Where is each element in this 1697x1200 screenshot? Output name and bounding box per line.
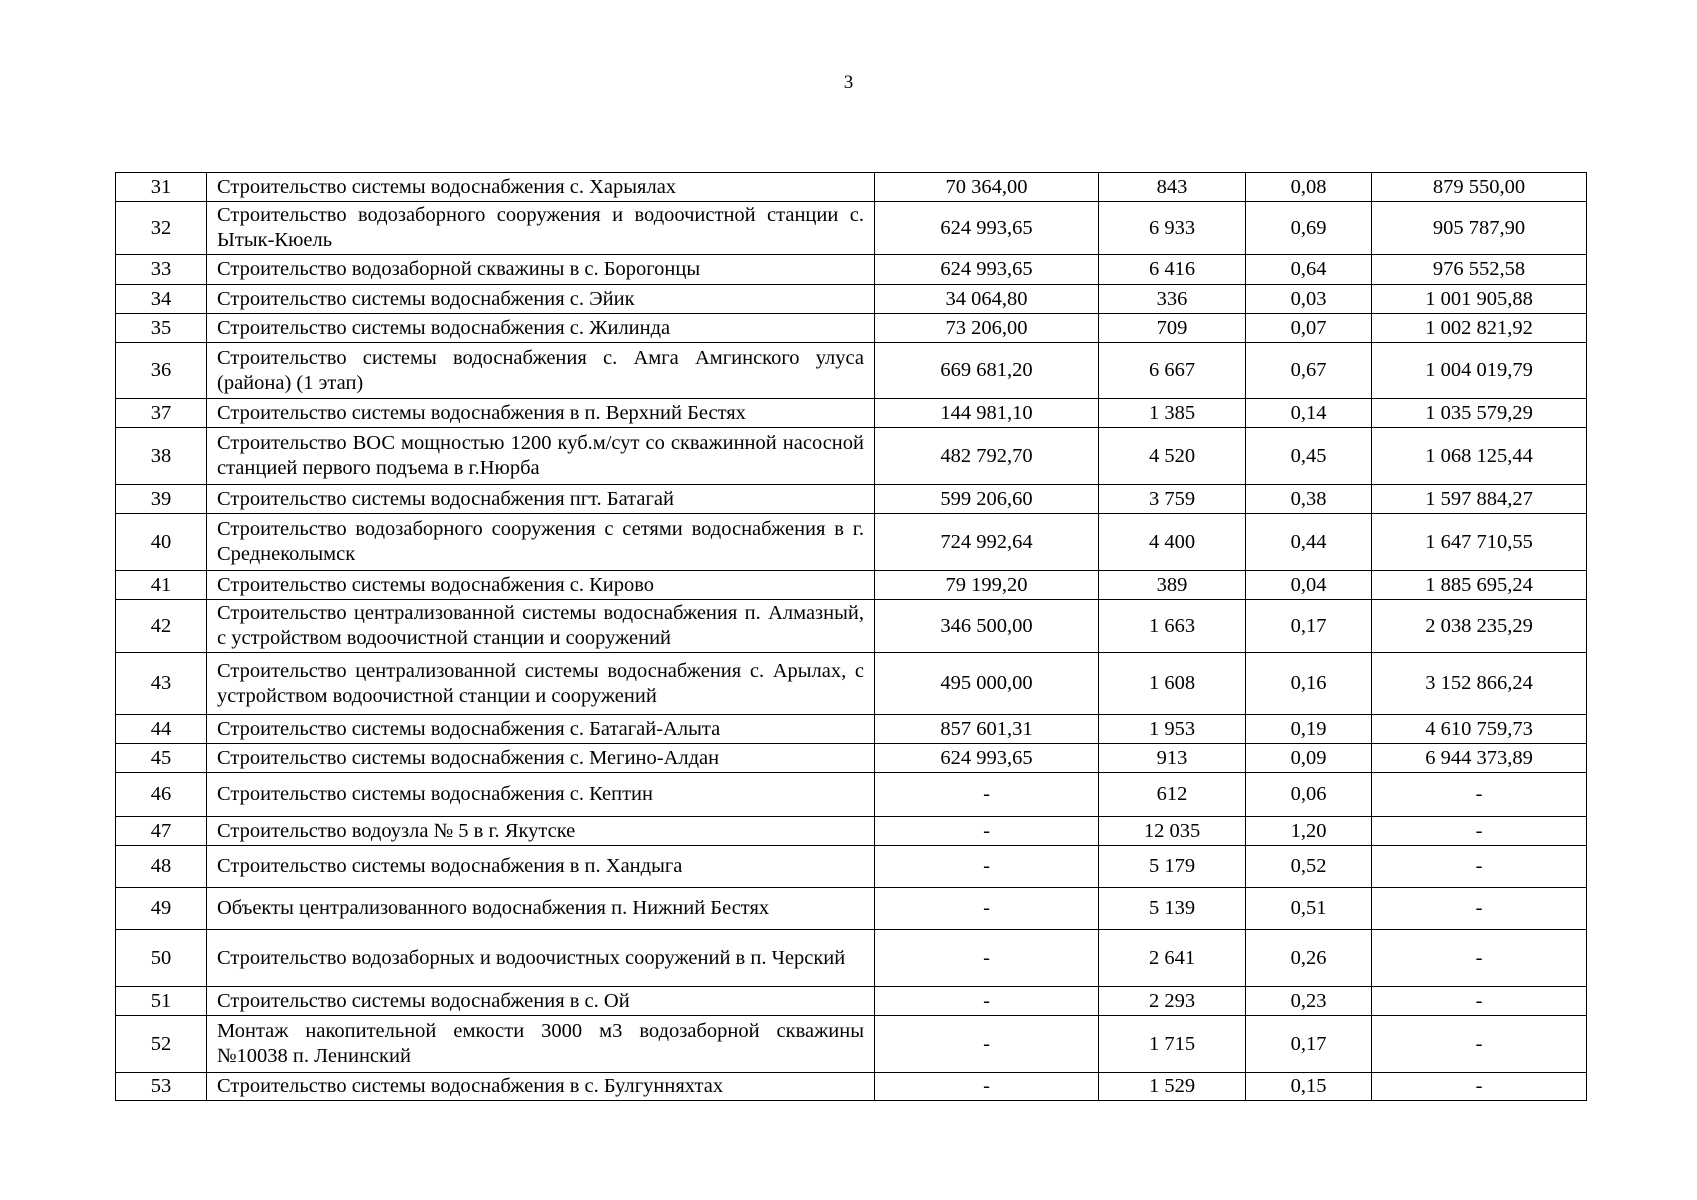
table-row [116,514,1587,571]
population-value: 4 400 [1099,514,1246,571]
population-value: 6 667 [1099,343,1246,399]
table-row [116,1016,1587,1073]
population-value: 4 520 [1099,428,1246,485]
table-row [116,428,1587,485]
share-value: 0,08 [1246,173,1372,202]
object-name: Строительство системы водоснабжения с. Кептин [207,773,875,817]
table-row [116,715,1587,744]
cost-value: 482 792,70 [875,428,1099,485]
population-value: 1 385 [1099,399,1246,428]
cost-value: 79 199,20 [875,571,1099,600]
per-person-value: - [1372,817,1587,846]
object-name: Строительство системы водоснабжения с. Мегино-Алдан [207,744,875,773]
table-row [116,987,1587,1016]
object-name: Строительство водозаборного сооружения и водоочистной станции с. Ытык-Кюель [207,202,875,255]
cost-value: 624 993,65 [875,744,1099,773]
per-person-value: 1 647 710,55 [1372,514,1587,571]
share-value: 0,26 [1246,930,1372,987]
row-number: 46 [116,773,207,817]
population-value: 389 [1099,571,1246,600]
cost-value: - [875,846,1099,888]
object-name: Строительство ВОС мощностью 1200 куб.м/сут со скважинной насосной станцией первого подъема в г.Нюрба [207,428,875,485]
per-person-value: 1 885 695,24 [1372,571,1587,600]
per-person-value: 1 068 125,44 [1372,428,1587,485]
row-number: 39 [116,485,207,514]
object-name: Строительство водозаборных и водоочистных сооружений в п. Черский [207,930,875,987]
page-number: 3 [843,72,854,93]
row-number: 40 [116,514,207,571]
row-number: 53 [116,1073,207,1101]
object-name: Строительство системы водоснабжения с. Батагай-Алыта [207,715,875,744]
table-body [116,173,1587,1101]
object-name: Объекты централизованного водоснабжения п. Нижний Бестях [207,888,875,930]
object-name: Строительство системы водоснабжения в с. Ой [207,987,875,1016]
share-value: 0,04 [1246,571,1372,600]
cost-value: - [875,1073,1099,1101]
object-name: Монтаж накопительной емкости 3000 м3 водозаборной скважины №10038 п. Ленинский [207,1016,875,1073]
population-value: 1 715 [1099,1016,1246,1073]
row-number: 35 [116,314,207,343]
share-value: 0,52 [1246,846,1372,888]
per-person-value: - [1372,773,1587,817]
population-value: 5 179 [1099,846,1246,888]
object-name: Строительство системы водоснабжения в с. Булгунняхтах [207,1073,875,1101]
table-row [116,600,1587,653]
share-value: 1,20 [1246,817,1372,846]
share-value: 0,19 [1246,715,1372,744]
row-number: 50 [116,930,207,987]
table-row [116,817,1587,846]
cost-value: 70 364,00 [875,173,1099,202]
object-name: Строительство системы водоснабжения с. Харыялах [207,173,875,202]
table-row [116,343,1587,399]
population-value: 5 139 [1099,888,1246,930]
object-name: Строительство системы водоснабжения с. Амга Амгинского улуса (района) (1 этап) [207,343,875,399]
share-value: 0,03 [1246,285,1372,314]
object-name: Строительство системы водоснабжения пгт. Батагай [207,485,875,514]
population-value: 709 [1099,314,1246,343]
cost-value: - [875,987,1099,1016]
table-row [116,485,1587,514]
table-row [116,773,1587,817]
table-row [116,285,1587,314]
share-value: 0,67 [1246,343,1372,399]
object-name: Строительство водозаборной скважины в с. Борогонцы [207,255,875,285]
share-value: 0,09 [1246,744,1372,773]
row-number: 38 [116,428,207,485]
population-value: 6 416 [1099,255,1246,285]
population-value: 6 933 [1099,202,1246,255]
per-person-value: 1 035 579,29 [1372,399,1587,428]
row-number: 43 [116,653,207,715]
data-table [115,172,1587,1101]
row-number: 47 [116,817,207,846]
population-value: 3 759 [1099,485,1246,514]
per-person-value: 905 787,90 [1372,202,1587,255]
cost-value: - [875,888,1099,930]
table-row [116,744,1587,773]
cost-value: - [875,773,1099,817]
row-number: 51 [116,987,207,1016]
table-row [116,653,1587,715]
cost-value: 73 206,00 [875,314,1099,343]
cost-value: - [875,817,1099,846]
per-person-value: - [1372,987,1587,1016]
table-row [116,930,1587,987]
share-value: 0,15 [1246,1073,1372,1101]
cost-value: 346 500,00 [875,600,1099,653]
row-number: 49 [116,888,207,930]
object-name: Строительство системы водоснабжения в п. Верхний Бестях [207,399,875,428]
cost-value: 144 981,10 [875,399,1099,428]
population-value: 913 [1099,744,1246,773]
per-person-value: - [1372,1073,1587,1101]
cost-value: - [875,930,1099,987]
row-number: 34 [116,285,207,314]
table-row [116,399,1587,428]
table-row [116,1073,1587,1101]
cost-value: 599 206,60 [875,485,1099,514]
row-number: 42 [116,600,207,653]
cost-value: 624 993,65 [875,255,1099,285]
table-row [116,571,1587,600]
object-name: Строительство централизованной системы водоснабжения п. Алмазный, с устройством водоочистной станции и сооружений [207,600,875,653]
population-value: 612 [1099,773,1246,817]
cost-value: 495 000,00 [875,653,1099,715]
population-value: 1 608 [1099,653,1246,715]
population-value: 2 293 [1099,987,1246,1016]
object-name: Строительство системы водоснабжения с. Жилинда [207,314,875,343]
row-number: 41 [116,571,207,600]
share-value: 0,38 [1246,485,1372,514]
per-person-value: 1 004 019,79 [1372,343,1587,399]
cost-value: 669 681,20 [875,343,1099,399]
share-value: 0,45 [1246,428,1372,485]
row-number: 37 [116,399,207,428]
share-value: 0,14 [1246,399,1372,428]
per-person-value: 4 610 759,73 [1372,715,1587,744]
population-value: 12 035 [1099,817,1246,846]
share-value: 0,23 [1246,987,1372,1016]
cost-value: - [875,1016,1099,1073]
per-person-value: 3 152 866,24 [1372,653,1587,715]
per-person-value: - [1372,930,1587,987]
share-value: 0,17 [1246,600,1372,653]
share-value: 0,07 [1246,314,1372,343]
row-number: 45 [116,744,207,773]
per-person-value: 879 550,00 [1372,173,1587,202]
cost-value: 34 064,80 [875,285,1099,314]
per-person-value: 1 597 884,27 [1372,485,1587,514]
population-value: 1 953 [1099,715,1246,744]
population-value: 1 529 [1099,1073,1246,1101]
population-value: 1 663 [1099,600,1246,653]
row-number: 36 [116,343,207,399]
share-value: 0,69 [1246,202,1372,255]
per-person-value: - [1372,846,1587,888]
share-value: 0,06 [1246,773,1372,817]
row-number: 33 [116,255,207,285]
table-row [116,314,1587,343]
table-row [116,202,1587,255]
share-value: 0,16 [1246,653,1372,715]
object-name: Строительство системы водоснабжения с. Кирово [207,571,875,600]
cost-value: 857 601,31 [875,715,1099,744]
object-name: Строительство централизованной системы водоснабжения с. Арылах, с устройством водоочистной станции и сооружений [207,653,875,715]
row-number: 32 [116,202,207,255]
share-value: 0,64 [1246,255,1372,285]
table-row [116,888,1587,930]
table-row [116,846,1587,888]
per-person-value: 2 038 235,29 [1372,600,1587,653]
share-value: 0,51 [1246,888,1372,930]
row-number: 48 [116,846,207,888]
per-person-value: 976 552,58 [1372,255,1587,285]
population-value: 2 641 [1099,930,1246,987]
per-person-value: 1 002 821,92 [1372,314,1587,343]
per-person-value: - [1372,1016,1587,1073]
population-value: 336 [1099,285,1246,314]
cost-value: 724 992,64 [875,514,1099,571]
per-person-value: 6 944 373,89 [1372,744,1587,773]
share-value: 0,17 [1246,1016,1372,1073]
row-number: 31 [116,173,207,202]
object-name: Строительство водозаборного сооружения с сетями водоснабжения в г. Среднеколымск [207,514,875,571]
cost-value: 624 993,65 [875,202,1099,255]
per-person-value: 1 001 905,88 [1372,285,1587,314]
row-number: 44 [116,715,207,744]
per-person-value: - [1372,888,1587,930]
table-row [116,255,1587,285]
row-number: 52 [116,1016,207,1073]
object-name: Строительство водоузла № 5 в г. Якутске [207,817,875,846]
population-value: 843 [1099,173,1246,202]
object-name: Строительство системы водоснабжения в п. Хандыга [207,846,875,888]
table-row [116,173,1587,202]
share-value: 0,44 [1246,514,1372,571]
object-name: Строительство системы водоснабжения с. Эйик [207,285,875,314]
